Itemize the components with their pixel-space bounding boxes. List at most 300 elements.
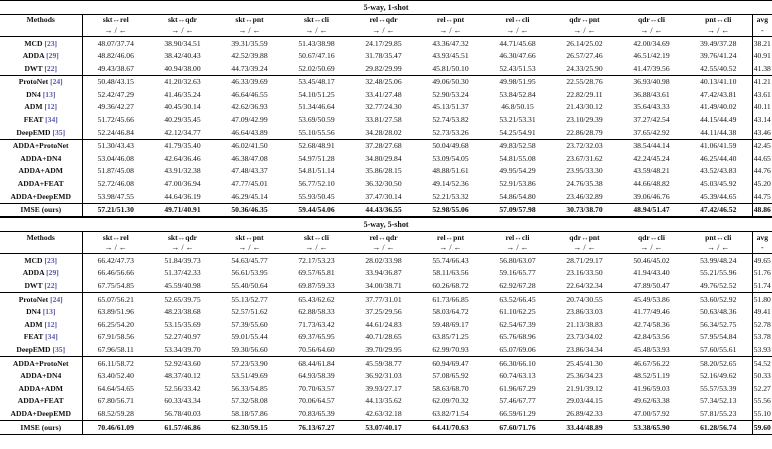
result-cell: 63.40/52.40 xyxy=(97,371,134,381)
result-cell: 63.89/51.96 xyxy=(97,307,134,317)
citation-ref: [29] xyxy=(46,51,59,61)
result-cell: 22.55/28.76 xyxy=(551,75,618,88)
result-cell: 55.57/53.39 xyxy=(700,383,737,393)
result-cell: 55.40/50.64 xyxy=(231,281,268,290)
column-header: pnt↔cli xyxy=(685,232,752,243)
result-cell: 42.55/40.52 xyxy=(700,63,737,73)
method-name xyxy=(0,407,82,420)
result-cell: 46.64/46.55 xyxy=(231,89,268,99)
result-cell: 57.95/54.84 xyxy=(700,332,737,342)
direction-label: → / ← xyxy=(685,25,752,37)
avg-header: avg xyxy=(752,15,772,26)
result-cell: 49.43/38.67 xyxy=(97,63,134,73)
result-cell: 48.23/38.68 xyxy=(164,307,201,317)
result-cell: 62.09/70.32 xyxy=(432,396,469,406)
section-title: 5-way, 1-shot xyxy=(0,1,772,15)
result-cell: 62.30/59.15 xyxy=(216,421,283,435)
avg-cell: 52.27 xyxy=(752,382,772,395)
avg-cell: 51.80 xyxy=(752,293,772,306)
direction-label: → / ← xyxy=(82,25,149,37)
table-row xyxy=(0,382,772,395)
methods-header-spacer xyxy=(0,25,82,37)
result-cell: 56.33/54.85 xyxy=(231,383,268,393)
result-cell: 41.79/35.40 xyxy=(149,139,216,152)
result-cell: 47.00/36.94 xyxy=(164,179,201,189)
result-cell: 52.27/40.97 xyxy=(164,332,201,342)
method-label: ProtoNet xyxy=(18,77,49,87)
methods-header-spacer xyxy=(0,242,82,254)
result-cell: 42.74/58.36 xyxy=(633,319,670,329)
avg-cell: 40.11 xyxy=(752,101,772,114)
result-cell: 66.30/66.10 xyxy=(484,357,551,370)
result-cell: 29.03/44.15 xyxy=(566,396,603,406)
method-name xyxy=(0,178,82,191)
result-cell: 65.76/68.96 xyxy=(499,332,536,342)
result-cell: 37.28/27.68 xyxy=(350,139,417,152)
result-cell: 46.29/45.14 xyxy=(231,191,268,201)
result-cell: 53.38/65.90 xyxy=(618,421,685,435)
result-cell: 37.25/29.56 xyxy=(365,307,402,317)
result-cell: 44.66/48.82 xyxy=(633,179,670,189)
result-cell: 52.43/51.53 xyxy=(499,63,536,73)
table-row xyxy=(0,395,772,408)
result-cell: 57.08/65.92 xyxy=(432,371,469,381)
method-label: ADDA+ProtoNet xyxy=(12,358,69,368)
result-cell: 33.41/27.48 xyxy=(365,89,402,99)
result-cell: 28.71/29.17 xyxy=(566,255,603,265)
method-label: ADDA+DN4 xyxy=(20,371,62,381)
table-row xyxy=(0,190,772,203)
method-label: MCD xyxy=(24,38,43,48)
result-cell: 61.96/67.29 xyxy=(499,383,536,393)
result-cell: 46.38/47.08 xyxy=(231,153,268,163)
result-cell: 39.70/29.95 xyxy=(365,344,402,354)
result-cell: 52.72/46.08 xyxy=(97,179,134,189)
result-cell: 47.89/50.47 xyxy=(633,281,670,290)
result-cell: 57.39/55.60 xyxy=(231,319,268,329)
result-cell: 36.88/43.61 xyxy=(633,89,670,99)
result-cell: 53.07/40.17 xyxy=(350,421,417,435)
result-cell: 52.98/55.06 xyxy=(417,203,484,217)
method-name xyxy=(0,37,82,50)
result-cell: 50.63/48.36 xyxy=(700,307,737,317)
result-cell: 54.97/51.28 xyxy=(298,153,335,163)
column-header: skt↔pnt xyxy=(216,15,283,26)
method-name xyxy=(0,306,82,319)
column-header: skt↔qdr xyxy=(149,15,216,26)
result-cell: 48.94/51.47 xyxy=(618,203,685,217)
avg-cell: 44.75 xyxy=(752,190,772,203)
avg-header: avg xyxy=(752,232,772,243)
result-cell: 54.63/45.77 xyxy=(231,255,268,265)
result-cell: 54.25/54.91 xyxy=(499,127,536,137)
direction-label: → / ← xyxy=(685,242,752,254)
methods-header: Methods xyxy=(0,15,82,26)
result-cell: 44.73/39.24 xyxy=(231,63,268,73)
result-cell: 53.69/50.59 xyxy=(298,115,335,125)
result-cell: 44.61/24.83 xyxy=(365,319,402,329)
result-cell: 43.59/48.21 xyxy=(633,166,670,176)
citation-ref: [22] xyxy=(44,63,58,73)
result-cell: 71.73/63.42 xyxy=(298,319,335,329)
result-cell: 46.25/44.40 xyxy=(700,153,737,163)
result-cell: 45.59/40.98 xyxy=(164,281,201,290)
direction-label: → / ← xyxy=(350,25,417,37)
result-cell: 60.94/69.47 xyxy=(417,357,484,370)
result-cell: 64.64/54.65 xyxy=(97,383,134,393)
result-cell: 49.95/54.29 xyxy=(499,166,536,176)
result-cell: 53.45/48.17 xyxy=(283,75,350,88)
avg-cell: 45.20 xyxy=(752,178,772,191)
column-header: qdr↔cli xyxy=(618,15,685,26)
citation-ref: [13] xyxy=(42,307,56,317)
avg-cell: 43.61 xyxy=(752,88,772,101)
avg-cell: 51.76 xyxy=(752,267,772,280)
result-cell: 55.93/50.45 xyxy=(298,191,335,201)
result-cell: 66.59/61.29 xyxy=(499,408,536,418)
result-cell: 70.06/64.57 xyxy=(298,396,335,406)
method-label: ADM xyxy=(24,102,43,112)
result-cell: 52.16/49.62 xyxy=(700,371,737,381)
result-cell: 45.81/50.10 xyxy=(432,63,469,73)
result-cell: 23.16/33.50 xyxy=(566,268,603,278)
result-cell: 52.21/53.32 xyxy=(432,191,469,201)
result-cell: 44.43/36.55 xyxy=(350,203,417,217)
avg-cell: 43.14 xyxy=(752,114,772,127)
column-header: skt↔cli xyxy=(283,232,350,243)
method-label: FEAT xyxy=(23,332,44,342)
result-cell: 60.74/63.13 xyxy=(499,371,536,381)
column-header: skt↔cli xyxy=(283,15,350,26)
column-header: skt↔rel xyxy=(82,232,149,243)
result-cell: 50.67/47.16 xyxy=(298,51,335,61)
result-cell: 59.30/56.60 xyxy=(231,344,268,354)
section-title: 5-way, 5-shot xyxy=(0,217,772,232)
result-cell: 55.21/55.96 xyxy=(700,268,737,278)
table-row xyxy=(0,75,772,88)
result-cell: 47.48/43.37 xyxy=(231,166,268,176)
avg-cell: 51.74 xyxy=(752,280,772,293)
method-label: ADDA xyxy=(22,51,45,61)
method-label: DN4 xyxy=(26,307,41,317)
table-row xyxy=(0,101,772,114)
column-header: qdr↔pnt xyxy=(551,15,618,26)
table-row xyxy=(0,407,772,420)
method-label: DeepEMD xyxy=(16,344,51,354)
result-cell: 23.73/34.02 xyxy=(566,332,603,342)
method-label: DWT xyxy=(24,63,43,73)
result-cell: 58.11/63.56 xyxy=(432,268,469,278)
result-cell: 66.25/54.20 xyxy=(97,319,134,329)
result-cell: 50.48/43.15 xyxy=(82,75,149,88)
avg-cell: 53.78 xyxy=(752,331,772,344)
result-cell: 42.62/36.93 xyxy=(231,102,268,112)
method-name xyxy=(0,382,82,395)
direction-label: → / ← xyxy=(149,25,216,37)
result-cell: 24.33/25.90 xyxy=(566,63,603,73)
method-label: IMSE (ours) xyxy=(20,205,62,215)
method-name xyxy=(0,421,82,435)
result-cell: 23.46/32.89 xyxy=(566,191,603,201)
result-cell: 48.88/51.61 xyxy=(432,166,469,176)
table-row xyxy=(0,152,772,165)
result-cell: 36.93/40.98 xyxy=(618,75,685,88)
result-cell: 76.13/67.27 xyxy=(283,421,350,435)
result-cell: 65.07/69.06 xyxy=(499,344,536,354)
method-label: DWT xyxy=(24,281,43,290)
result-cell: 21.13/38.83 xyxy=(566,319,603,329)
result-cell: 51.87/45.08 xyxy=(97,166,134,176)
result-cell: 56.78/40.03 xyxy=(164,408,201,418)
table-row xyxy=(0,62,772,75)
direction-label: → / ← xyxy=(618,25,685,37)
result-cell: 47.09/42.99 xyxy=(231,115,268,125)
citation-ref: [23] xyxy=(44,255,58,265)
result-cell: 61.10/62.25 xyxy=(499,307,536,317)
method-name xyxy=(0,152,82,165)
result-cell: 33.44/48.89 xyxy=(551,421,618,435)
method-name xyxy=(0,293,82,306)
result-cell: 67.80/56.71 xyxy=(97,396,134,406)
result-cell: 39.76/41.24 xyxy=(700,51,737,61)
result-cell: 39.06/46.76 xyxy=(633,191,670,201)
result-cell: 59.48/69.17 xyxy=(432,319,469,329)
result-cell: 51.34/46.64 xyxy=(298,102,335,112)
avg-cell: 54.52 xyxy=(752,357,772,370)
result-cell: 45.13/51.37 xyxy=(432,102,469,112)
method-label: ADM xyxy=(24,319,43,329)
column-header: rel↔pnt xyxy=(417,232,484,243)
method-name xyxy=(0,101,82,114)
column-header: qdr↔cli xyxy=(618,232,685,243)
result-cell: 45.59/38.77 xyxy=(350,357,417,370)
method-label: DN4 xyxy=(26,89,41,99)
table-row xyxy=(0,331,772,344)
result-cell: 48.07/37.74 xyxy=(97,38,134,48)
result-cell: 40.29/35.45 xyxy=(164,115,201,125)
result-cell: 53.04/46.08 xyxy=(97,153,134,163)
method-label: FEAT xyxy=(23,115,44,125)
result-cell: 22.64/32.34 xyxy=(566,281,603,290)
table-row xyxy=(0,203,772,217)
result-cell: 70.56/64.60 xyxy=(298,344,335,354)
result-cell: 39.93/27.17 xyxy=(365,383,402,393)
result-cell: 46.02/41.50 xyxy=(216,139,283,152)
result-cell: 51.43/38.98 xyxy=(298,38,335,48)
citation-ref: [35] xyxy=(52,127,66,137)
result-cell: 44.71/45.68 xyxy=(499,38,536,48)
result-cell: 43.93/45.51 xyxy=(432,51,469,61)
result-cell: 62.99/70.93 xyxy=(432,344,469,354)
result-cell: 64.41/70.63 xyxy=(417,421,484,435)
result-cell: 51.30/43.43 xyxy=(82,139,149,152)
result-cell: 41.47/39.56 xyxy=(633,63,670,73)
result-cell: 40.94/38.00 xyxy=(164,63,201,73)
result-cell: 23.72/32.03 xyxy=(551,139,618,152)
result-cell: 57.46/67.77 xyxy=(499,396,536,406)
result-cell: 38.54/44.14 xyxy=(618,139,685,152)
result-cell: 62.54/67.39 xyxy=(499,319,536,329)
result-cell: 39.31/35.59 xyxy=(231,38,268,48)
result-cell: 34.00/38.71 xyxy=(365,281,402,290)
result-cell: 25.45/41.30 xyxy=(551,357,618,370)
result-cell: 32.48/25.06 xyxy=(350,75,417,88)
result-cell: 61.28/56.74 xyxy=(685,421,752,435)
result-cell: 57.81/55.23 xyxy=(700,408,737,418)
result-cell: 60.33/43.34 xyxy=(164,396,201,406)
method-name xyxy=(0,62,82,75)
result-cell: 58.20/52.65 xyxy=(685,357,752,370)
result-cell: 23.86/33.03 xyxy=(566,307,603,317)
result-cell: 24.17/29.85 xyxy=(365,38,402,48)
result-cell: 28.02/33.98 xyxy=(365,255,402,265)
result-cell: 63.52/66.45 xyxy=(484,293,551,306)
avg-cell: 50.33 xyxy=(752,370,772,383)
result-cell: 45.48/53.93 xyxy=(633,344,670,354)
methods-header: Methods xyxy=(0,232,82,243)
result-cell: 41.46/35.24 xyxy=(164,89,201,99)
result-cell: 46.67/56.22 xyxy=(618,357,685,370)
result-cell: 52.24/46.84 xyxy=(97,127,134,137)
result-cell: 55.10/55.56 xyxy=(298,127,335,137)
result-cell: 54.86/54.80 xyxy=(499,191,536,201)
result-cell: 52.90/53.24 xyxy=(432,89,469,99)
method-name xyxy=(0,114,82,127)
result-cell: 52.74/53.82 xyxy=(432,115,469,125)
direction-label: → / ← xyxy=(216,242,283,254)
result-cell: 26.89/42.33 xyxy=(566,408,603,418)
result-cell: 30.73/38.70 xyxy=(551,203,618,217)
result-cell: 47.77/45.01 xyxy=(231,179,268,189)
result-cell: 53.15/35.69 xyxy=(164,319,201,329)
result-cell: 22.86/28.79 xyxy=(566,127,603,137)
result-cell: 38.42/40.43 xyxy=(164,51,201,61)
result-cell: 59.44/54.06 xyxy=(283,203,350,217)
result-cell: 54.10/51.25 xyxy=(298,89,335,99)
avg-cell: 41.21 xyxy=(752,75,772,88)
result-cell: 34.80/29.84 xyxy=(365,153,402,163)
result-cell: 52.57/51.62 xyxy=(231,307,268,317)
method-name xyxy=(0,343,82,356)
result-cell: 49.98/51.95 xyxy=(484,75,551,88)
result-cell: 58.03/64.72 xyxy=(432,307,469,317)
column-header: rel↔pnt xyxy=(417,15,484,26)
result-cell: 50.04/49.68 xyxy=(417,139,484,152)
avg-cell: 41.38 xyxy=(752,62,772,75)
table-row xyxy=(0,139,772,152)
result-cell: 41.96/59.03 xyxy=(633,383,670,393)
result-cell: 41.49/40.02 xyxy=(700,102,737,112)
result-cell: 47.42/46.52 xyxy=(685,203,752,217)
result-cell: 52.42/47.29 xyxy=(97,89,134,99)
result-cell: 46.30/47.66 xyxy=(499,51,536,61)
result-cell: 52.92/43.60 xyxy=(149,357,216,370)
result-cell: 53.21/53.31 xyxy=(499,115,536,125)
result-cell: 52.56/33.42 xyxy=(164,383,201,393)
method-label: ADDA xyxy=(22,268,45,278)
citation-ref: [34] xyxy=(45,115,58,125)
result-cell: 68.44/61.84 xyxy=(283,357,350,370)
method-label: DeepEMD xyxy=(16,127,51,137)
avg-cell: 44.65 xyxy=(752,152,772,165)
result-cell: 43.91/32.38 xyxy=(164,166,201,176)
result-cell: 48.37/40.12 xyxy=(164,371,201,381)
result-cell: 56.61/53.95 xyxy=(231,268,268,278)
result-cell: 53.98/47.55 xyxy=(97,191,134,201)
method-label: ADDA+ProtoNet xyxy=(12,141,69,151)
result-cell: 40.71/28.65 xyxy=(365,332,402,342)
method-label: ADDA+DN4 xyxy=(20,153,62,163)
direction-label: → / ← xyxy=(551,242,618,254)
result-cell: 70.46/61.09 xyxy=(82,421,149,435)
column-header: qdr↔pnt xyxy=(551,232,618,243)
table-row xyxy=(0,421,772,435)
result-cell: 69.37/65.95 xyxy=(298,332,335,342)
method-name xyxy=(0,267,82,280)
result-cell: 45.39/44.65 xyxy=(700,191,737,201)
result-cell: 49.76/52.52 xyxy=(700,281,737,290)
method-name xyxy=(0,75,82,88)
citation-ref: [24] xyxy=(50,294,63,304)
result-cell: 66.11/58.72 xyxy=(82,357,149,370)
method-name xyxy=(0,190,82,203)
result-cell: 53.99/48.24 xyxy=(700,255,737,265)
result-cell: 55.13/52.77 xyxy=(216,293,283,306)
result-cell: 35.86/28.15 xyxy=(365,166,402,176)
result-cell: 32.77/24.30 xyxy=(365,102,402,112)
result-cell: 46.33/39.69 xyxy=(216,75,283,88)
result-cell: 49.14/52.36 xyxy=(432,179,469,189)
result-cell: 62.92/67.28 xyxy=(499,281,536,290)
result-cell: 47.42/43.81 xyxy=(700,89,737,99)
avg-sub: - xyxy=(752,25,772,37)
table-row xyxy=(0,178,772,191)
table-row xyxy=(0,318,772,331)
table-row xyxy=(0,114,772,127)
result-cell: 37.77/31.01 xyxy=(350,293,417,306)
result-cell: 36.92/31.03 xyxy=(365,371,402,381)
result-cell: 36.32/30.50 xyxy=(365,179,402,189)
result-cell: 40.13/41.10 xyxy=(685,75,752,88)
result-cell: 56.34/52.75 xyxy=(700,319,737,329)
result-cell: 35.64/43.33 xyxy=(633,102,670,112)
result-cell: 23.86/34.34 xyxy=(566,344,603,354)
result-cell: 48.52/51.19 xyxy=(633,371,670,381)
method-label: ADDA+ADM xyxy=(18,166,63,176)
result-cell: 39.49/37.28 xyxy=(700,38,737,48)
result-cell: 70.83/65.39 xyxy=(298,408,335,418)
table-row xyxy=(0,293,772,306)
result-cell: 31.78/35.47 xyxy=(365,51,402,61)
table-row xyxy=(0,37,772,50)
result-cell: 52.73/53.26 xyxy=(432,127,469,137)
result-cell: 58.63/68.70 xyxy=(432,383,469,393)
result-cell: 53.60/52.92 xyxy=(685,293,752,306)
result-cell: 21.91/39.12 xyxy=(566,383,603,393)
table-row xyxy=(0,165,772,178)
direction-label: → / ← xyxy=(149,242,216,254)
avg-cell: 42.45 xyxy=(752,139,772,152)
table-row xyxy=(0,280,772,293)
result-cell: 49.71/40.91 xyxy=(149,203,216,217)
method-name xyxy=(0,165,82,178)
result-cell: 29.82/29.99 xyxy=(365,63,402,73)
result-cell: 34.28/28.02 xyxy=(365,127,402,137)
table-row xyxy=(0,126,772,139)
column-header: rel↔qdr xyxy=(350,232,417,243)
column-header: rel↔cli xyxy=(484,232,551,243)
method-label: ADDA+DeepEMD xyxy=(10,408,71,418)
